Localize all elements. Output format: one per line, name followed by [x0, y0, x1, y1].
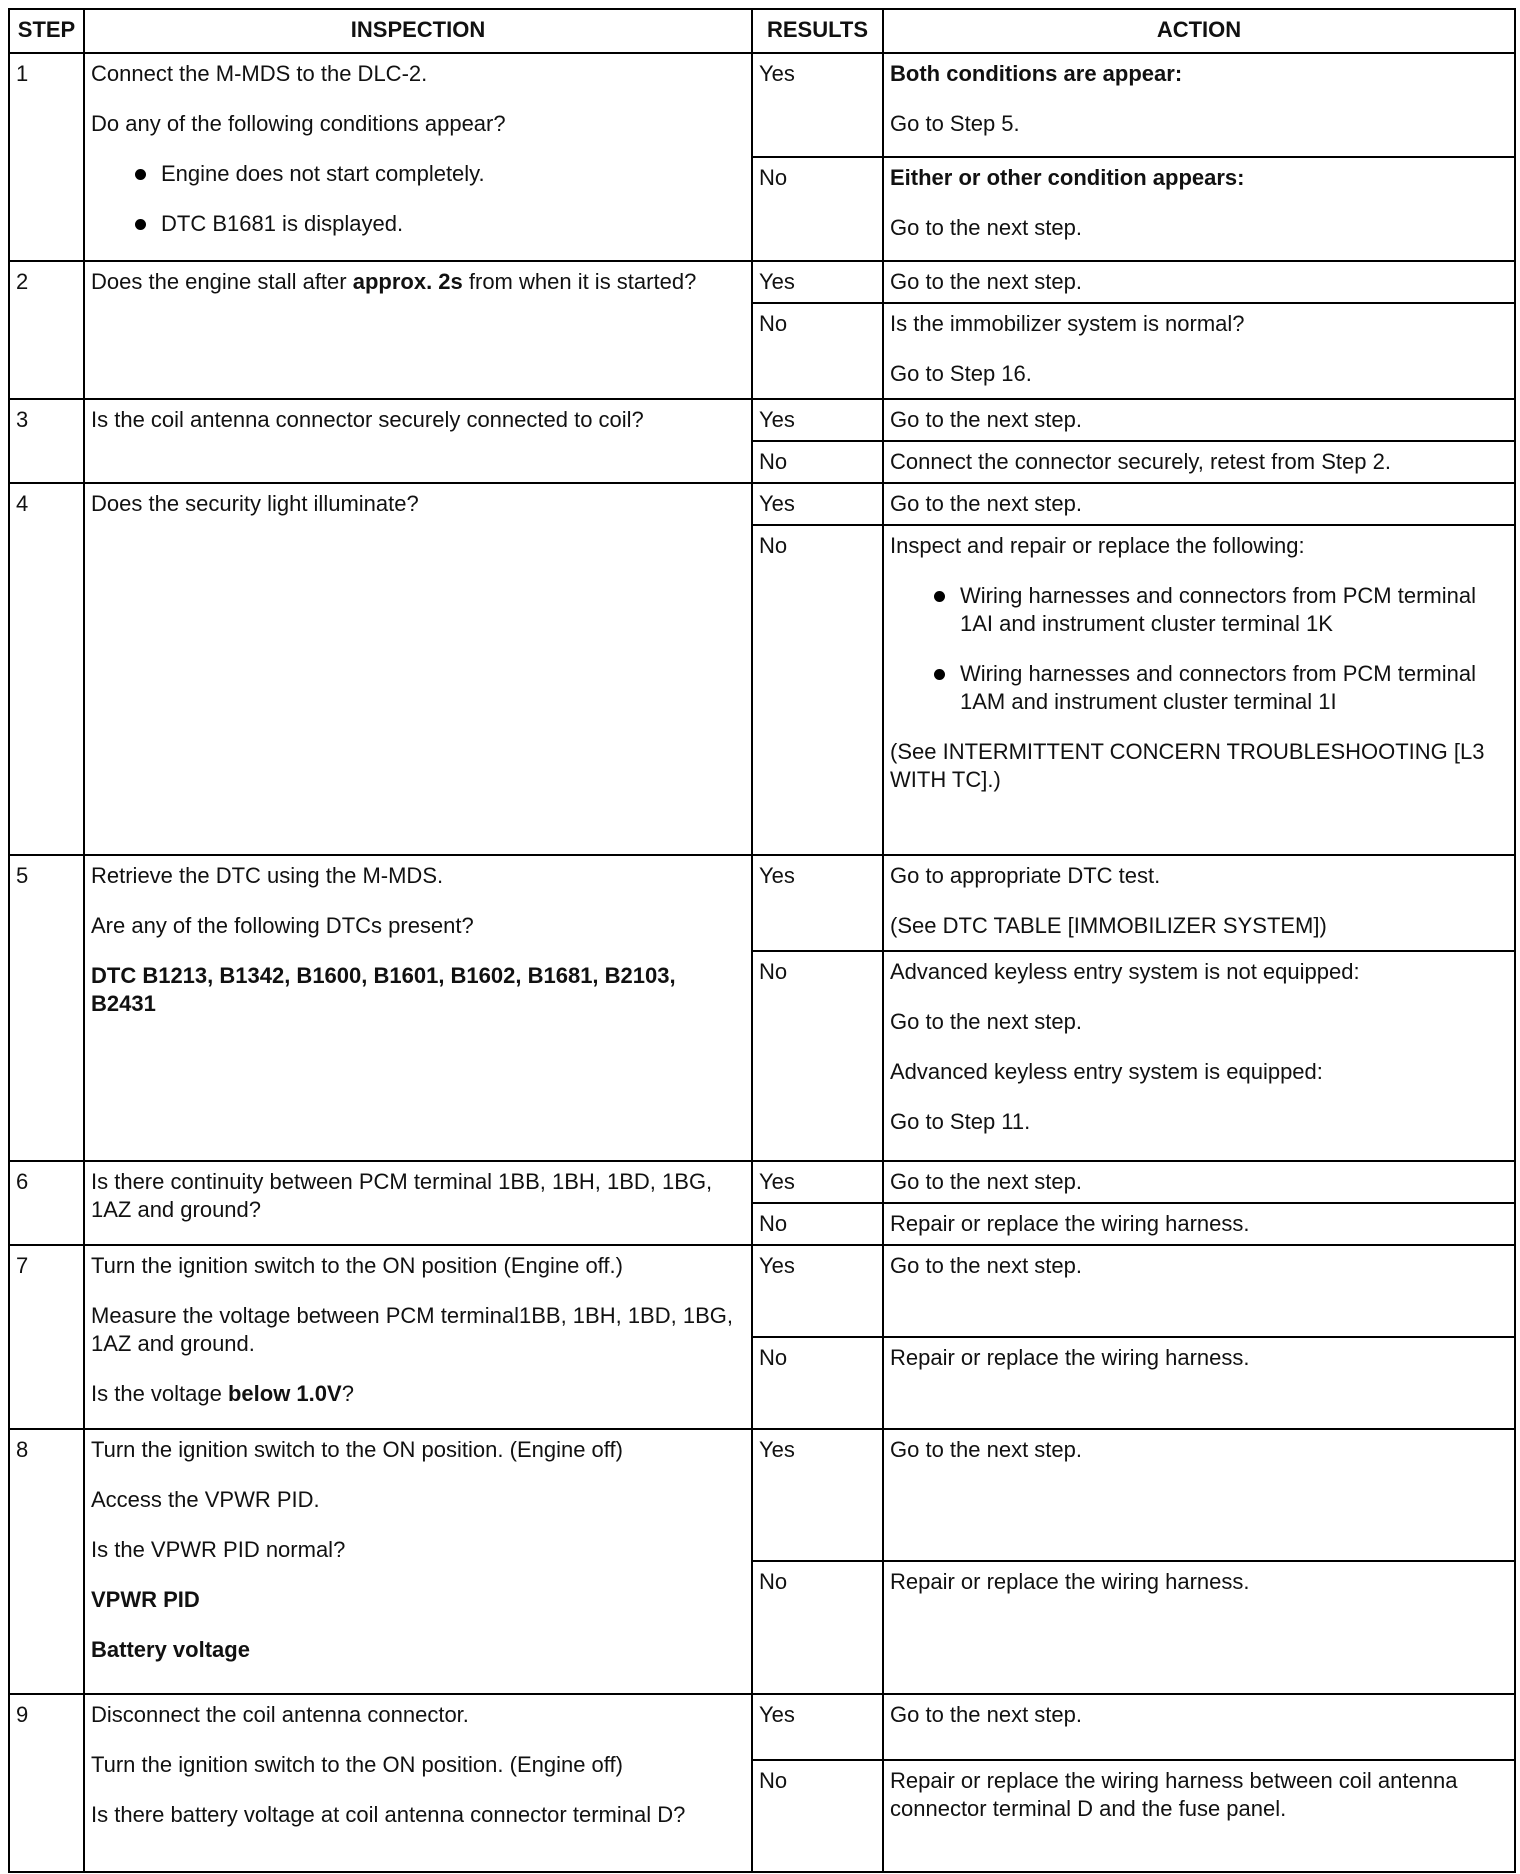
paragraph: Is there continuity between PCM terminal 1BB, 1BH, 1BD, 1BG, 1AZ and ground?: [91, 1169, 713, 1222]
bullet-item: Wiring harnesses and connectors from PCM terminal 1AM and instrument cluster terminal 1I: [932, 660, 1508, 716]
emphasis-text: approx. 2s: [352, 269, 463, 294]
text-run: ?: [341, 1381, 354, 1406]
paragraph: Go to the next step.: [890, 215, 1083, 240]
step-number: 6: [9, 1161, 84, 1245]
action-cell: [883, 1429, 1515, 1561]
step-row-1: [9, 53, 1515, 157]
result-no: No: [752, 1203, 883, 1245]
text-run: from when it is started?: [462, 269, 697, 294]
paragraph: Turn the ignition switch to the ON position (Engine off.): [91, 1253, 623, 1278]
paragraph: Is the coil antenna connector securely connected to coil?: [91, 407, 644, 432]
result-yes: Yes: [752, 399, 883, 441]
paragraph: Disconnect the coil antenna connector.: [91, 1702, 469, 1727]
paragraph: Go to the next step.: [890, 269, 1083, 294]
step-inspection: [84, 855, 752, 1161]
paragraph: Go to the next step.: [890, 1009, 1083, 1034]
step-number: 2: [9, 261, 84, 399]
action-cell: [883, 157, 1515, 261]
paragraph: Do any of the following conditions appear?: [91, 111, 506, 136]
bullet-item: Wiring harnesses and connectors from PCM terminal 1AI and instrument cluster terminal 1K: [932, 582, 1508, 638]
header-inspection: INSPECTION: [84, 9, 752, 53]
text-run: Is the voltage: [91, 1381, 228, 1406]
result-yes: Yes: [752, 53, 883, 157]
paragraph: Go to Step 11.: [890, 1109, 1031, 1134]
step-number: 5: [9, 855, 84, 1161]
paragraph: Advanced keyless entry system is not equipped:: [890, 959, 1360, 984]
result-yes: Yes: [752, 1429, 883, 1561]
paragraph: Is there battery voltage at coil antenna connector terminal D?: [91, 1802, 686, 1827]
paragraph: Does the security light illuminate?: [91, 491, 419, 516]
paragraph: Go to the next step.: [890, 407, 1083, 432]
action-cell: [883, 1245, 1515, 1337]
action-cell: [883, 483, 1515, 525]
paragraph: Repair or replace the wiring harness between coil antenna connector terminal D and the fuse panel.: [890, 1768, 1458, 1821]
paragraph: Connect the M-MDS to the DLC-2.: [91, 61, 428, 86]
paragraph: Is the VPWR PID normal?: [91, 1537, 346, 1562]
step-inspection: [84, 1161, 752, 1245]
action-cell: [883, 525, 1515, 855]
step-number: 4: [9, 483, 84, 855]
result-no: No: [752, 303, 883, 399]
result-no: No: [752, 157, 883, 261]
action-cell: [883, 399, 1515, 441]
paragraph: Repair or replace the wiring harness.: [890, 1569, 1250, 1594]
step-inspection: [84, 1694, 752, 1872]
paragraph: Go to Step 16.: [890, 361, 1032, 386]
paragraph: Go to the next step.: [890, 1437, 1083, 1462]
action-cell: [883, 855, 1515, 951]
paragraph: Access the VPWR PID.: [91, 1487, 320, 1512]
action-cell: [883, 1760, 1515, 1872]
step-number: 3: [9, 399, 84, 483]
paragraph: Repair or replace the wiring harness.: [890, 1345, 1250, 1370]
step-row-3: [9, 399, 1515, 441]
paragraph: Measure the voltage between PCM terminal1BB, 1BH, 1BD, 1BG, 1AZ and ground.: [91, 1303, 733, 1356]
result-no: No: [752, 1561, 883, 1694]
step-row-2: [9, 261, 1515, 303]
paragraph: Repair or replace the wiring harness.: [890, 1211, 1250, 1236]
paragraph: Go to the next step.: [890, 1253, 1083, 1278]
paragraph: [91, 1380, 745, 1408]
result-yes: Yes: [752, 483, 883, 525]
step-row-6: [9, 1161, 1515, 1203]
paragraph: (See DTC TABLE [IMMOBILIZER SYSTEM]): [890, 913, 1327, 938]
bullet-item: Engine does not start completely.: [133, 160, 745, 188]
action-cell: [883, 1561, 1515, 1694]
result-no: No: [752, 1337, 883, 1429]
paragraph: Go to the next step.: [890, 1169, 1083, 1194]
step-row-8: [9, 1429, 1515, 1561]
result-yes: Yes: [752, 855, 883, 951]
header-row: [9, 9, 1515, 53]
bold-paragraph: Battery voltage: [91, 1637, 250, 1662]
paragraph: Retrieve the DTC using the M-MDS.: [91, 863, 444, 888]
table-body: [9, 53, 1515, 1872]
step-number: 9: [9, 1694, 84, 1872]
action-cell: [883, 303, 1515, 399]
paragraph: Is the immobilizer system is normal?: [890, 311, 1245, 336]
result-yes: Yes: [752, 1161, 883, 1203]
bullet-list: [890, 582, 1508, 716]
paragraph: (See INTERMITTENT CONCERN TROUBLESHOOTING [L3 WITH TC].): [890, 739, 1485, 792]
paragraph: Go to appropriate DTC test.: [890, 863, 1161, 888]
bullet-item: DTC B1681 is displayed.: [133, 210, 745, 238]
step-inspection: [84, 1245, 752, 1429]
result-no: No: [752, 441, 883, 483]
action-cell: [883, 1694, 1515, 1760]
action-cell: [883, 261, 1515, 303]
action-cell: [883, 951, 1515, 1161]
bold-paragraph: Both conditions are appear:: [890, 61, 1183, 86]
result-no: No: [752, 1760, 883, 1872]
action-cell: [883, 1337, 1515, 1429]
step-inspection: [84, 399, 752, 483]
action-cell: [883, 53, 1515, 157]
paragraph: Connect the connector securely, retest from Step 2.: [890, 449, 1391, 474]
step-row-4: [9, 483, 1515, 525]
step-inspection: [84, 483, 752, 855]
bold-paragraph: DTC B1213, B1342, B1600, B1601, B1602, B1681, B2103, B2431: [91, 963, 676, 1016]
step-inspection: [84, 53, 752, 261]
paragraph: Go to the next step.: [890, 1702, 1083, 1727]
result-yes: Yes: [752, 1694, 883, 1760]
paragraph: Go to Step 5.: [890, 111, 1020, 136]
action-cell: [883, 1203, 1515, 1245]
step-row-5: [9, 855, 1515, 951]
troubleshooting-table: [8, 8, 1516, 1873]
step-number: 7: [9, 1245, 84, 1429]
paragraph: Inspect and repair or replace the following:: [890, 533, 1305, 558]
paragraph: Advanced keyless entry system is equipped:: [890, 1059, 1323, 1084]
step-inspection: [84, 1429, 752, 1694]
step-row-7: [9, 1245, 1515, 1337]
result-yes: Yes: [752, 1245, 883, 1337]
paragraph: [91, 268, 745, 296]
result-no: No: [752, 951, 883, 1161]
paragraph: Turn the ignition switch to the ON position. (Engine off): [91, 1752, 623, 1777]
paragraph: Go to the next step.: [890, 491, 1083, 516]
emphasis-text: below 1.0V: [227, 1381, 342, 1406]
action-cell: [883, 1161, 1515, 1203]
bullet-list: [91, 160, 745, 238]
step-number: 1: [9, 53, 84, 261]
paragraph: Turn the ignition switch to the ON position. (Engine off): [91, 1437, 623, 1462]
header-step: STEP: [9, 9, 84, 53]
step-inspection: [84, 261, 752, 399]
paragraph: Are any of the following DTCs present?: [91, 913, 474, 938]
header-action: ACTION: [883, 9, 1515, 53]
troubleshooting-sheet: [8, 8, 1516, 1873]
result-no: No: [752, 525, 883, 855]
step-number: 8: [9, 1429, 84, 1694]
step-row-9: [9, 1694, 1515, 1760]
bold-paragraph: VPWR PID: [91, 1587, 200, 1612]
header-results: RESULTS: [752, 9, 883, 53]
action-cell: [883, 441, 1515, 483]
result-yes: Yes: [752, 261, 883, 303]
text-run: Does the engine stall after: [91, 269, 353, 294]
bold-paragraph: Either or other condition appears:: [890, 165, 1245, 190]
